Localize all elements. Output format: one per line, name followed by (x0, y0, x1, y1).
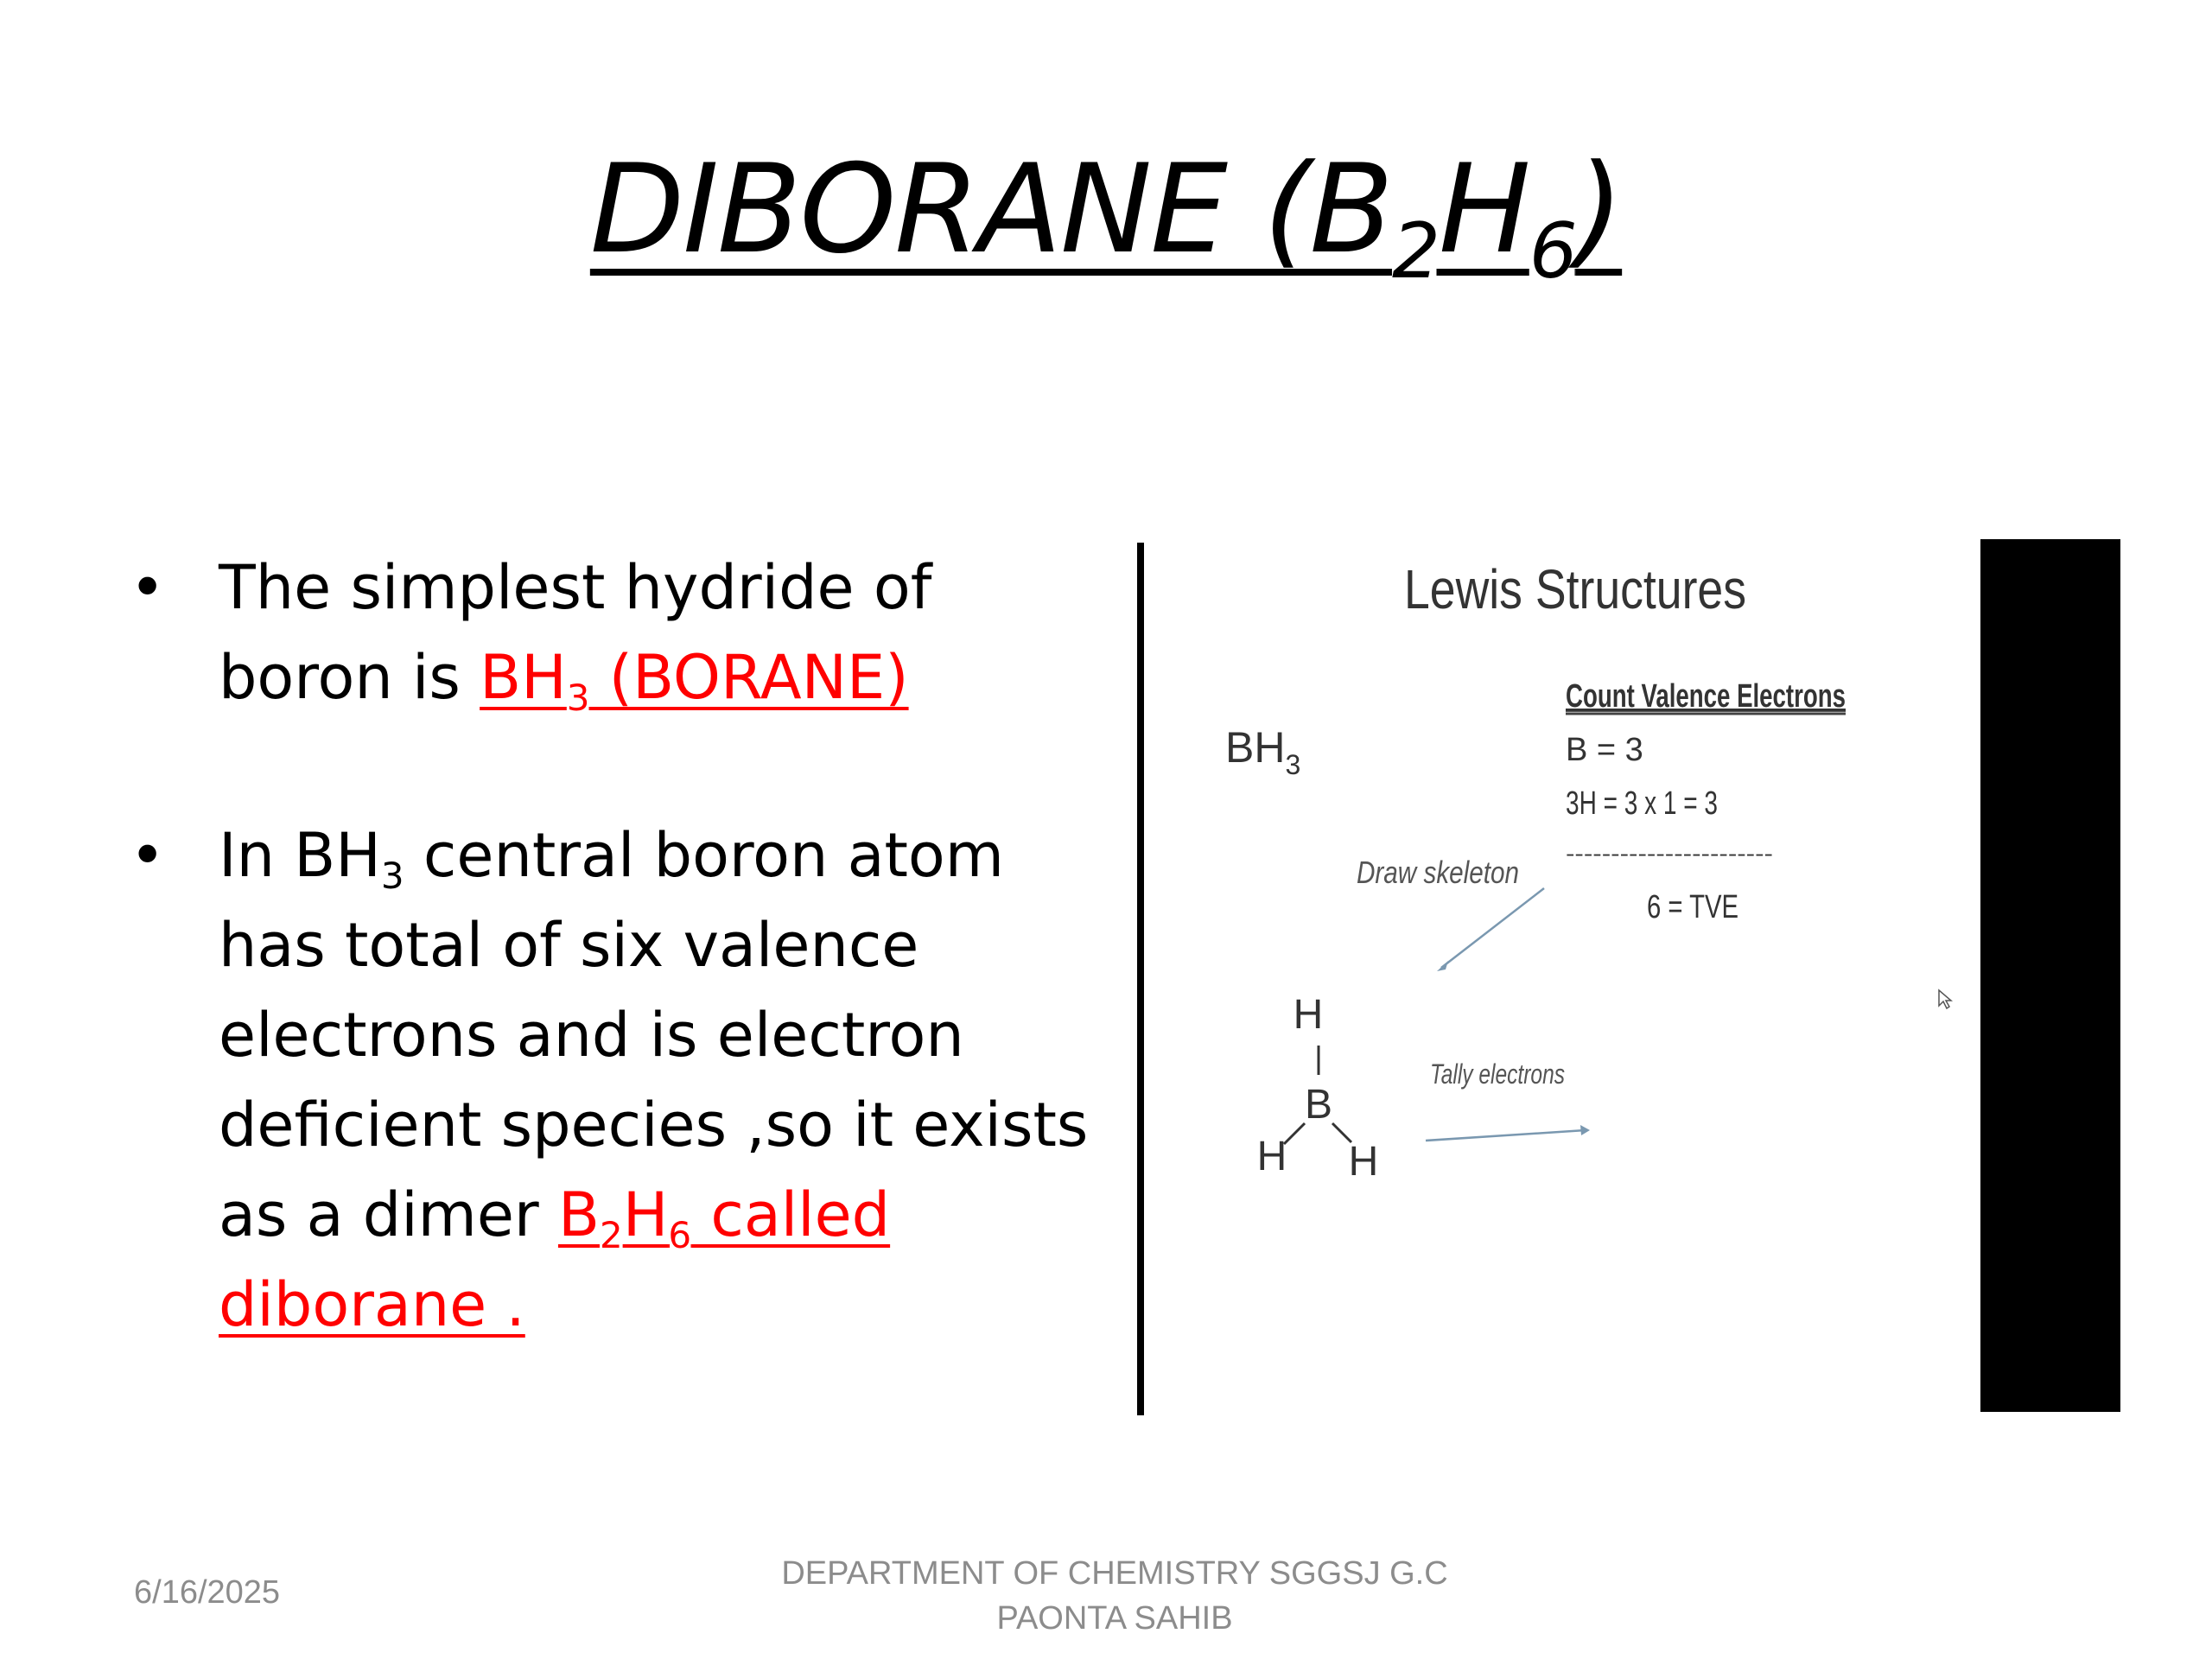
diborane-highlight: $B_2H_6$ called diborane . (219, 1179, 891, 1340)
arrow-head-icon (1437, 961, 1448, 971)
bullet-item: • The simplest hydride of boron is $BH_3$ (BORANE) (130, 543, 1097, 722)
footer-date: 6/16/2025 (134, 1574, 281, 1611)
borane-highlight: $BH_3$ (BORANE) (480, 642, 909, 719)
tally-electrons-label: Tally electrons (1430, 1058, 1565, 1090)
atom-b: B (1304, 1082, 1333, 1128)
lewis-formula: $BH_3$ (1225, 723, 1301, 780)
count-line-2: 3H = 3 x 1 = 3 (1566, 785, 1718, 822)
count-line-1: B = 3 (1566, 732, 1643, 768)
arrow-head-icon (1580, 1125, 1590, 1135)
divider-line (1137, 543, 1144, 1415)
lewis-title: Lewis Structures (1404, 558, 1746, 620)
footer-dept-line-2: PAONTA SAHIB (996, 1600, 1233, 1637)
atom-h-top: H (1293, 992, 1324, 1038)
bullet-list (130, 543, 1097, 1350)
footer-dept-line-1: DEPARTMENT OF CHEMISTRY SGGSJ G.C (781, 1555, 1448, 1592)
lewis-structure-image (1149, 539, 1979, 1412)
atom-h-right: H (1348, 1139, 1379, 1185)
atom-h-left: H (1256, 1134, 1287, 1179)
footer-department (726, 1551, 1503, 1641)
mouse-cursor-icon (1937, 988, 1953, 1011)
bullet-dot-icon: • (130, 552, 166, 623)
bullet-item: • In $BH_3$ central boron atom has total of six valence electrons and is electron deficient species ,so it exists as a dimer $B_2H_6$ called diborane . (130, 810, 1097, 1350)
count-total: 6 = TVE (1647, 889, 1738, 925)
black-panel (1980, 539, 2120, 1412)
bullet-dot-icon: • (130, 820, 166, 891)
count-heading: Count Valence Electrons (1566, 678, 1846, 715)
count-divider: ----------------------- (1566, 842, 1773, 866)
draw-skeleton-label: Draw skeleton (1357, 855, 1519, 890)
slide-title: DIBORANE $(B_2H_6)$ (589, 138, 1623, 296)
